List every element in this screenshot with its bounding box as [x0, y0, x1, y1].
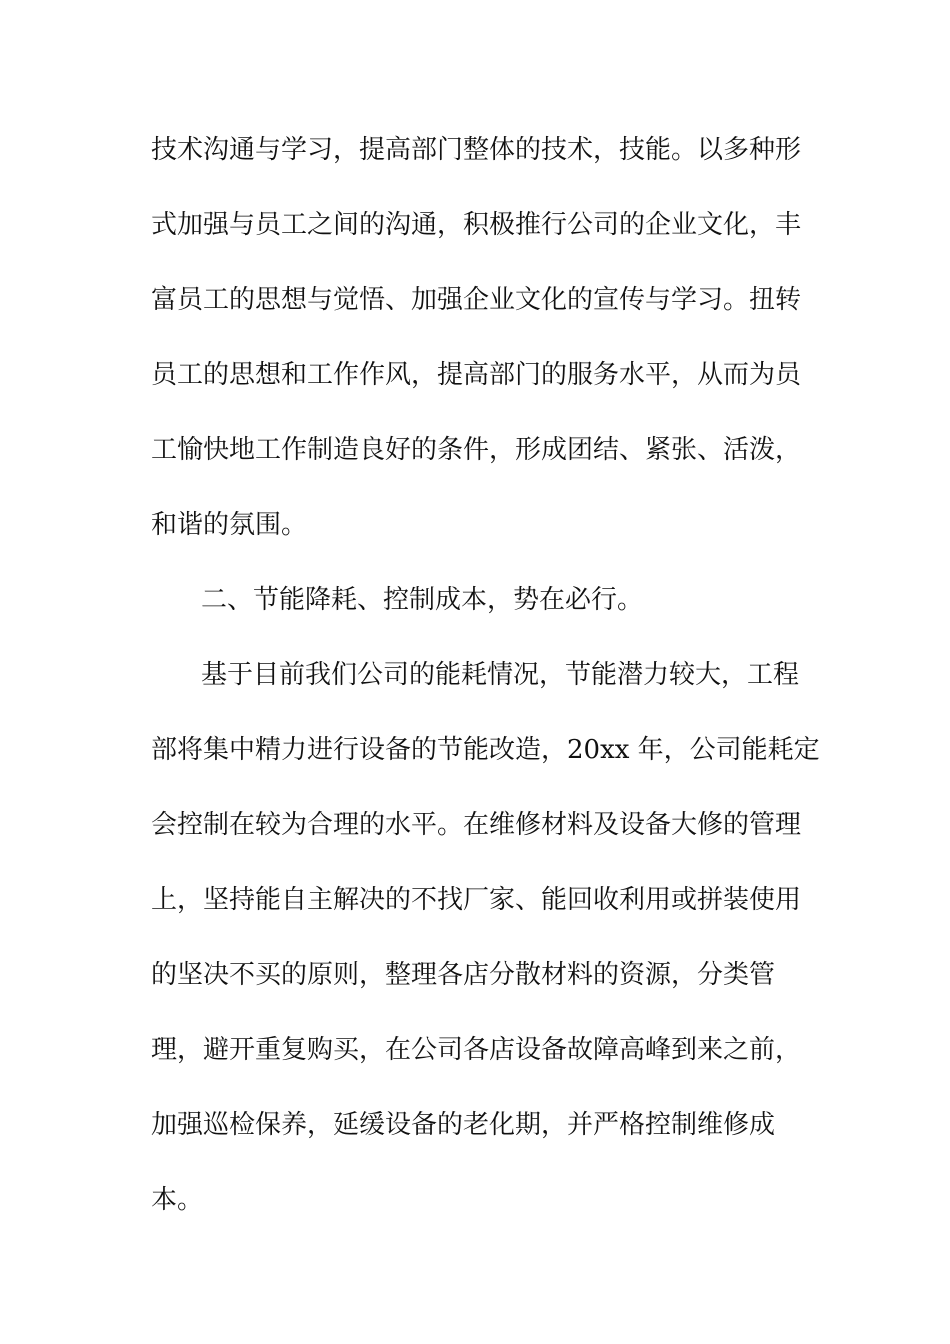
- paragraph-line: 和谐的氛围。: [151, 510, 308, 540]
- paragraph-line: 式加强与员工之间的沟通，积极推行公司的企业文化，丰: [151, 210, 802, 240]
- paragraph-line: 部将集中精力进行设备的节能改造，20xx 年，公司能耗定: [151, 735, 820, 765]
- paragraph-line: 的坚决不买的原则，整理各店分散材料的资源，分类管: [151, 960, 776, 990]
- section-heading: 二、节能降耗、控制成本，势在必行。: [201, 585, 644, 615]
- paragraph-line: 理，避开重复购买，在公司各店设备故障高峰到来之前，: [151, 1035, 802, 1065]
- paragraph-line: 员工的思想和工作作风，提高部门的服务水平，从而为员: [151, 360, 802, 390]
- paragraph-line: 技术沟通与学习，提高部门整体的技术，技能。以多种形: [151, 135, 802, 165]
- paragraph-line: 基于目前我们公司的能耗情况，节能潜力较大，工程: [201, 660, 800, 690]
- paragraph-line: 工愉快地工作制造良好的条件，形成团结、紧张、活泼，: [151, 435, 802, 465]
- paragraph-line: 加强巡检保养，延缓设备的老化期，并严格控制维修成: [151, 1110, 776, 1140]
- paragraph-line: 富员工的思想与觉悟、加强企业文化的宣传与学习。扭转: [151, 285, 802, 315]
- paragraph-line: 上，坚持能自主解决的不找厂家、能回收利用或拼装使用: [151, 885, 802, 915]
- paragraph-line: 本。: [151, 1185, 204, 1215]
- paragraph-line: 会控制在较为合理的水平。在维修材料及设备大修的管理: [151, 810, 802, 840]
